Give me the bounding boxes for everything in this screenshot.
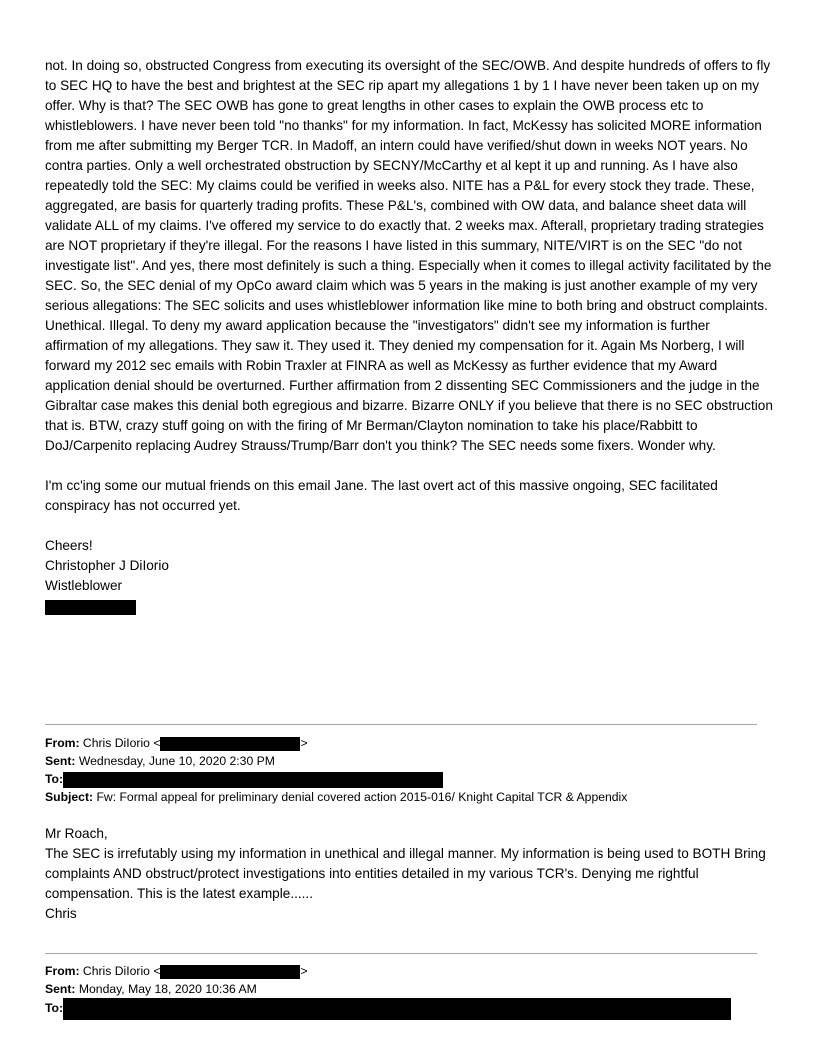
- body-paragraph: not. In doing so, obstructed Congress from executing its oversight of the SEC/OWB. And despite hundreds of offers to fly to SEC HQ to have the best and brightest at the SEC rip apart my allegations 1 by 1 I have never been taken up on my offer. Why is that? The SEC OWB has gone to great lengths in other cases to explain the OWB process etc to whistleblowers. I have never been told "no thanks" for my information. In fact, McKessy has solicited MORE information from me after submitting my Berger TCR. In Madoff, an intern could have verified/shut down in weeks NOT years. No contra parties. Only a well orchestrated obstruction by SECNY/McCarthy et al kept it up and running. As I have also repeatedly told the SEC: My claims could be verified in weeks also. NITE has a P&L for every stock they trade. These, aggregated, are basis for quarterly trading profits. These P&L's, combined with OW data, and balance sheet data will validate ALL of my claims. I've offered my service to do exactly that. 2 weeks max. Afterall, proprietary trading strategies are NOT proprietary if they're illegal. For the reasons I have listed in this summary, NITE/VIRT is on the SEC "do not investigate list". And yes, there most definitely is such a thing. Especially when it comes to illegal activity facilitated by the SEC. So, the SEC denial of my OpCo award claim which was 5 years in the making is just another example of my very serious allegations: The SEC solicits and uses whistleblower information like mine to both bring and obstruct complaints. Unethical. Illegal. To deny my award application because the "investigators" didn't see my information is further affirmation of my allegations. They saw it. They used it. They denied my compensation for it. Again Ms Norberg, I will forward my 2012 sec emails with Robin Traxler at FINRA as well as McKessy as further evidence that my Award application denial should be overturned. Further affirmation from 2 dissenting SEC Commissioners and the judge in the Gibraltar case makes this denial both egregious and bizarre. Bizarre ONLY if you believe that there is no SEC obstruction that is. BTW, crazy stuff going on with the firing of Mr Berman/Clayton nomination to take his place/Rabbitt to DoJ/Carpenito replacing Audrey Strauss/Trump/Barr don't you think? The SEC needs some fixers. Wonder why.: [45, 58, 773, 453]
- to-row: [45, 998, 731, 1016]
- subject-row: [45, 788, 627, 806]
- header-divider: [45, 953, 757, 954]
- redaction-bar: [45, 600, 136, 615]
- redaction-bar: [160, 737, 300, 751]
- redaction-bar: [63, 998, 731, 1020]
- redaction-bar: [63, 772, 443, 788]
- to-label: To:: [45, 1001, 64, 1016]
- from-label: From:: [45, 964, 80, 978]
- email-message: [45, 824, 775, 924]
- redaction-bar: [160, 965, 300, 979]
- from-close: >: [300, 964, 308, 978]
- sent-row: [45, 752, 627, 770]
- to-row: [45, 770, 627, 788]
- signature-name: Christopher J DiIorio: [45, 558, 169, 573]
- message-line: The SEC is irrefutably using my information in unethical and illegal manner. My information is being used to BOTH Bring complaints AND obstruct/protect investigations into entities detailed in my various TCR's. Denying me rightful compensation. This is the latest example......: [45, 846, 766, 901]
- signature-block: [45, 536, 169, 596]
- sent-date: Wednesday, June 10, 2020 2:30 PM: [78, 754, 275, 768]
- email-header: [45, 734, 627, 806]
- body-paragraph: I'm cc'ing some our mutual friends on this email Jane. The last overt act of this massive ongoing, SEC facilitated conspiracy has not occurred yet.: [45, 478, 718, 513]
- from-close: >: [300, 736, 308, 750]
- from-row: [45, 962, 731, 980]
- from-row: [45, 734, 627, 752]
- email-body: [45, 36, 775, 536]
- signature-closing: Cheers!: [45, 538, 93, 553]
- signature-title: Wistleblower: [45, 578, 123, 593]
- from-name: Chris DiIorio <: [82, 736, 161, 750]
- message-line: Chris: [45, 906, 77, 921]
- from-name: Chris DiIorio <: [82, 964, 161, 978]
- sent-row: [45, 980, 731, 998]
- email-header: [45, 962, 731, 1016]
- sent-label: Sent:: [45, 982, 76, 996]
- message-line: Mr Roach,: [45, 826, 108, 841]
- header-divider: [45, 724, 757, 725]
- sent-label: Sent:: [45, 754, 76, 768]
- subject-label: Subject:: [45, 790, 94, 804]
- from-label: From:: [45, 736, 80, 750]
- subject-text: Fw: Formal appeal for preliminary denial covered action 2015-016/ Knight Capital TCR & Appendix: [96, 790, 628, 804]
- to-label: To:: [45, 772, 64, 786]
- sent-date: Monday, May 18, 2020 10:36 AM: [78, 982, 257, 996]
